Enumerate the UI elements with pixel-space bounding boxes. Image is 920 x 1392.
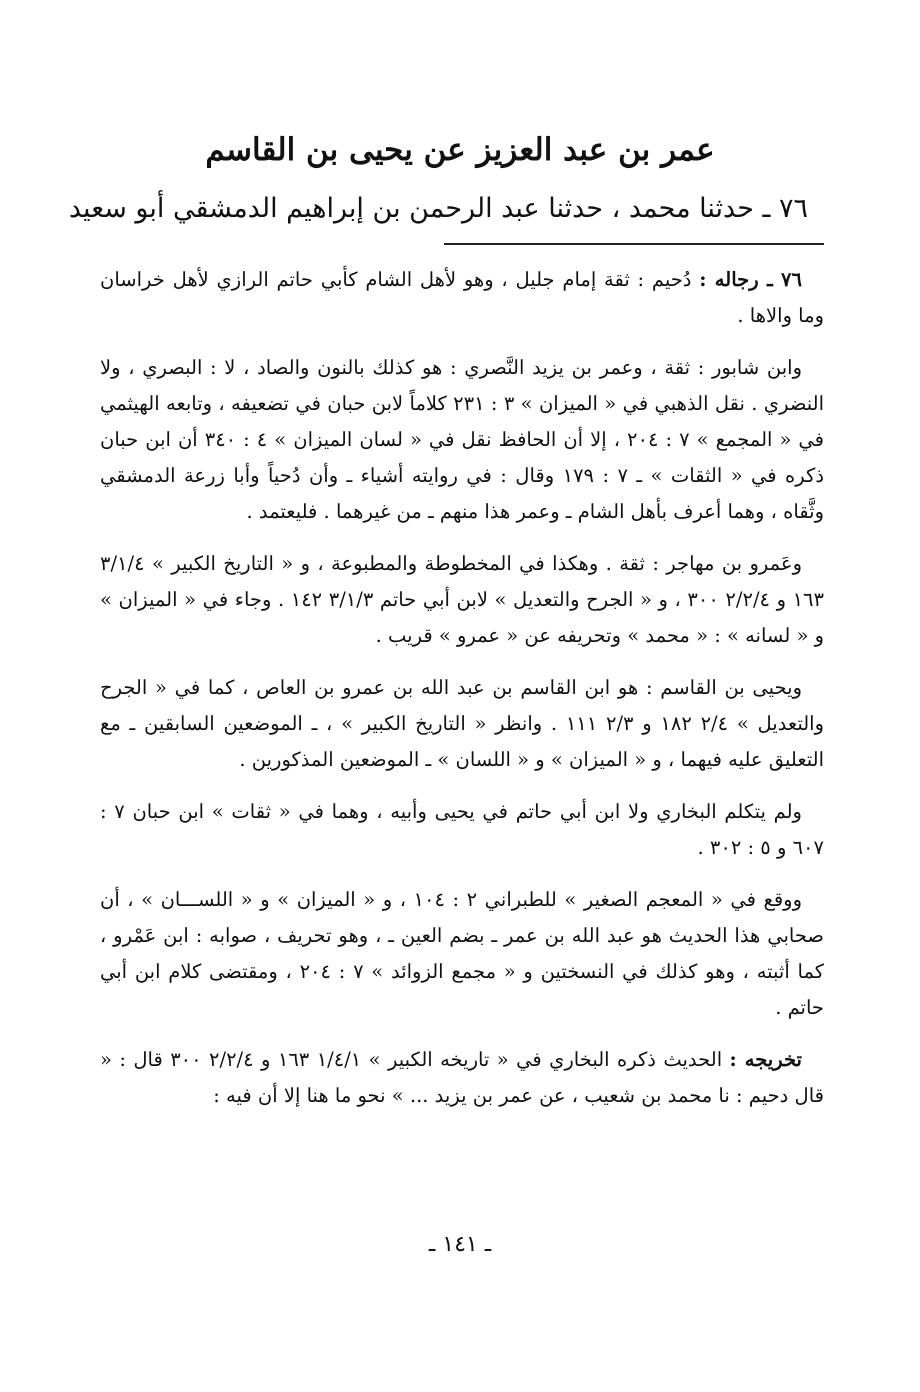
- footnote-divider: [444, 243, 824, 245]
- note-paragraph: [100, 794, 824, 866]
- note-label: ٧٦ ـ رجاله :: [699, 268, 802, 291]
- note-paragraph: [100, 546, 824, 654]
- footnotes: [100, 262, 824, 1130]
- page-title: عمر بن عبد العزيز عن يحيى بن القاسم: [205, 132, 715, 168]
- note-text: ووقع في « المعجم الصغير » للطبراني ٢ : ١٠٤ ، و « الميزان » و « اللســـان » ، أن صحابي هذا الحديث هو عبد الله بن عمر ـ بضم العين ـ ، وهو تحريف ، صوابه : ابن عَمْرو ، كما أثبته ، وهو كذلك في النسختين و « مجمع الزوائد » ٧ : ٢٠٤ ، ومقتضى كلام ابن أبي حاتم .: [100, 888, 825, 1019]
- note-text: الحديث ذكره البخاري في « تاريخه الكبير » ١/٤/١ ١٦٣ و ٢/٢/٤ ٣٠٠ قال : « قال دحيم : نا محمد بن شعيب ، عن عمر بن يزيد ... » نحو ما هنا إلا أن فيه :: [100, 1048, 824, 1107]
- note-paragraph: [100, 350, 824, 530]
- hadith-text: [68, 188, 808, 230]
- page-number: ـ ١٤١ ـ: [428, 1232, 492, 1257]
- note-text: دُحيم : ثقة إمام جليل ، وهو لأهل الشام كأبي حاتم الرازي لأهل خراسان وما والاها .: [100, 268, 824, 327]
- note-paragraph: [100, 1042, 824, 1114]
- note-text: وعَمرو بن مهاجر : ثقة . وهكذا في المخطوطة والمطبوعة ، و « التاريخ الكبير » ٣/١/٤ ١٦٣ و ٢/٢/٤ ٣٠٠ ، و « الجرح والتعديل » لابن أبي حاتم ٣/١/٣ ١٤٢ . وجاء في « الميزان » و « لسانه » : « محمد » وتحريفه عن « عمرو » قريب .: [100, 552, 824, 647]
- note-text: ولم يتكلم البخاري ولا ابن أبي حاتم في يحيى وأبيه ، وهما في « ثقات » ابن حبان ٧ : ٦٠٧ و ٥ : ٣٠٢ .: [100, 800, 824, 859]
- hadith-number: ٧٦ ـ: [762, 193, 808, 224]
- hadith-chain: حدثنا محمد ، حدثنا عبد الرحمن بن إبراهيم الدمشقي أبو سعيد: [68, 193, 754, 224]
- note-paragraph: [100, 882, 824, 1026]
- note-text: وابن شابور : ثقة ، وعمر بن يزيد النَّصري : هو كذلك بالنون والصاد ، لا : البصري ، ولا النضري . نقل الذهبي في « الميزان » ٣ : ٢٣١ كلاماً لابن حبان في تضعيفه ، وتابعه الهيثمي في « المجمع » ٧ : ٢٠٤ ، إلا أن الحافظ نقل في « لسان الميزان » ٤ : ٣٤٠ أن ابن حبان ذكره في « الثقات » ـ ٧ : ١٧٩ وقال : في روايته أشياء ـ وأن دُحياً وأبا زرعة الدمشقي وثَّقاه ، وهما أعرف بأهل الشام ـ وعمر هذا منهم ـ من غيرهما . فليعتمد .: [100, 356, 825, 523]
- note-paragraph: [100, 670, 824, 778]
- note-paragraph: [100, 262, 824, 334]
- note-label: تخريجه :: [729, 1048, 802, 1071]
- note-text: ويحيى بن القاسم : هو ابن القاسم بن عبد الله بن عمرو بن العاص ، كما في « الجرح والتعديل » ٢/٤ ١٨٢ و ٢/٣ ١١١ . وانظر « التاريخ الكبير » ، ـ الموضعين السابقين ـ مع التعليق عليه فيهما ، و « الميزان » و « اللسان » ـ الموضعين المذكورين .: [100, 676, 824, 771]
